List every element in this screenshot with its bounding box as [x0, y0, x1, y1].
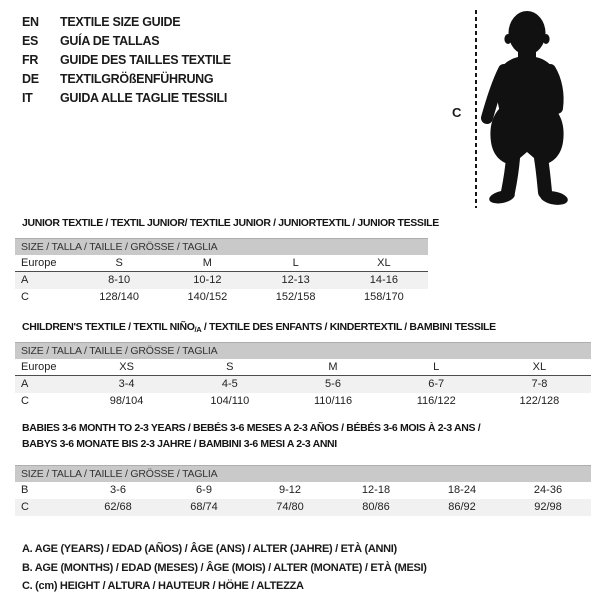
months-cell: 18-24 — [447, 484, 477, 496]
months-cell: 24-36 — [533, 484, 563, 496]
size-cell: XS — [119, 361, 134, 373]
table-row-b — [15, 482, 591, 499]
table-row-a — [15, 272, 428, 289]
lang-code: ES — [22, 34, 39, 48]
age-cell: 12-13 — [281, 274, 310, 286]
size-cell: S — [226, 361, 234, 373]
measure-c-label: C — [452, 105, 462, 120]
height-cell: 98/104 — [109, 395, 144, 407]
age-cell: 3-4 — [118, 378, 135, 390]
row-label: Europe — [21, 361, 57, 373]
children-table — [15, 342, 591, 410]
row-label: C — [21, 501, 29, 513]
months-cell: 6-9 — [196, 484, 212, 496]
lang-title: GUÍA DE TALLAS — [60, 34, 160, 48]
lang-row-en — [22, 13, 231, 32]
lang-row-de — [22, 70, 231, 89]
lang-row-fr — [22, 51, 231, 70]
size-cell: M — [328, 361, 338, 373]
height-cell: 86/92 — [448, 501, 476, 513]
lang-title: TEXTILE SIZE GUIDE — [60, 15, 181, 29]
height-cell: 68/74 — [190, 501, 218, 513]
height-cell: 158/170 — [363, 291, 404, 303]
age-cell: 7-8 — [531, 378, 548, 390]
title-part: / TEXTILE DES ENFANTS / KINDERTEXTIL / BAMBINI TESSILE — [201, 321, 496, 333]
lang-row-it — [22, 89, 231, 108]
height-cell: 152/158 — [275, 291, 316, 303]
lang-title: GUIDE DES TAILLES TEXTILE — [60, 53, 231, 67]
table-row-c — [15, 499, 591, 516]
row-label: C — [21, 395, 29, 407]
table-row-a — [15, 376, 591, 393]
size-header-bar: SIZE / TALLA / TAILLE / GRÖSSE / TAGLIA — [15, 238, 428, 255]
size-header-bar: SIZE / TALLA / TAILLE / GRÖSSE / TAGLIA — [15, 465, 591, 482]
size-cell: S — [115, 257, 123, 269]
age-cell: 10-12 — [193, 274, 222, 286]
months-cell: 9-12 — [278, 484, 302, 496]
size-figure — [440, 6, 600, 212]
title-subscript: /A — [194, 325, 202, 334]
size-cell: L — [433, 361, 440, 373]
height-cell: 80/86 — [362, 501, 390, 513]
note-b: B. AGE (MONTHS) / EDAD (MESES) / ÂGE (MOIS) / ALTER (MONATE) / ETÀ (MESI) — [22, 561, 427, 574]
height-measure-dashed-line — [475, 10, 477, 208]
lang-code: IT — [22, 91, 33, 105]
children-table-title — [15, 319, 593, 335]
table-row-c — [15, 289, 428, 306]
note-c: C. (cm) HEIGHT / ALTURA / HAUTEUR / HÖHE / ALTEZZA — [22, 580, 304, 592]
babies-table-title-line1: BABIES 3-6 MONTH TO 2-3 YEARS / BEBÉS 3-6 MESES A 2-3 AÑOS / BÉBÉS 3-6 MOIS À 2-3 ANS / — [22, 422, 481, 434]
height-cell: 74/80 — [276, 501, 304, 513]
babies-table — [15, 465, 591, 516]
size-header-bar: SIZE / TALLA / TAILLE / GRÖSSE / TAGLIA — [15, 342, 591, 359]
title-part: CHILDREN'S TEXTILE / TEXTIL NIÑO — [22, 321, 195, 333]
age-cell: 5-6 — [325, 378, 341, 390]
age-cell: 8-10 — [108, 274, 131, 286]
toddler-silhouette-image — [480, 8, 586, 208]
lang-row-es — [22, 32, 231, 51]
row-label: A — [21, 378, 29, 390]
row-label: B — [21, 484, 29, 496]
size-cell: L — [292, 257, 299, 269]
size-cell: XL — [377, 257, 391, 269]
height-cell: 122/128 — [519, 395, 560, 407]
note-a: A. AGE (YEARS) / EDAD (AÑOS) / ÂGE (ANS) / ALTER (JAHRE) / ETÀ (ANNI) — [22, 543, 397, 555]
row-label: C — [21, 291, 29, 303]
row-label: Europe — [21, 257, 57, 269]
lang-code: FR — [22, 53, 39, 67]
height-cell: 110/116 — [313, 395, 353, 407]
height-cell: 92/98 — [534, 501, 562, 513]
legend-notes — [22, 540, 427, 596]
size-cell: XL — [532, 361, 547, 373]
table-row-europe — [15, 359, 591, 376]
lang-title: GUIDA ALLE TAGLIE TESSILI — [60, 91, 228, 105]
junior-table-title: JUNIOR TEXTILE / TEXTIL JUNIOR/ TEXTILE JUNIOR / JUNIORTEXTIL / JUNIOR TESSILE — [22, 217, 439, 229]
size-cell: M — [202, 257, 212, 269]
height-cell: 140/152 — [187, 291, 228, 303]
table-row-europe — [15, 255, 428, 272]
row-label: A — [21, 274, 29, 286]
lang-code: EN — [22, 15, 39, 29]
table-row-c — [15, 393, 591, 410]
lang-title: TEXTILGRÖßENFÜHRUNG — [60, 72, 214, 86]
months-cell: 12-18 — [361, 484, 391, 496]
junior-table — [15, 238, 428, 306]
babies-table-title-line2: BABYS 3-6 MONATE BIS 2-3 JAHRE / BAMBINI 3-6 MESI A 2-3 ANNI — [22, 438, 337, 450]
height-cell: 116/122 — [416, 395, 456, 407]
months-cell: 3-6 — [110, 484, 126, 496]
lang-code: DE — [22, 72, 39, 86]
age-cell: 4-5 — [221, 378, 238, 390]
height-cell: 104/110 — [210, 395, 250, 407]
age-cell: 14-16 — [369, 274, 398, 286]
junior-textile-section — [15, 215, 593, 306]
height-cell: 62/68 — [104, 501, 132, 513]
children-textile-section — [15, 319, 593, 410]
height-cell: 128/140 — [99, 291, 139, 303]
language-title-block — [22, 13, 231, 108]
babies-textile-section — [15, 420, 593, 516]
age-cell: 6-7 — [428, 378, 445, 390]
